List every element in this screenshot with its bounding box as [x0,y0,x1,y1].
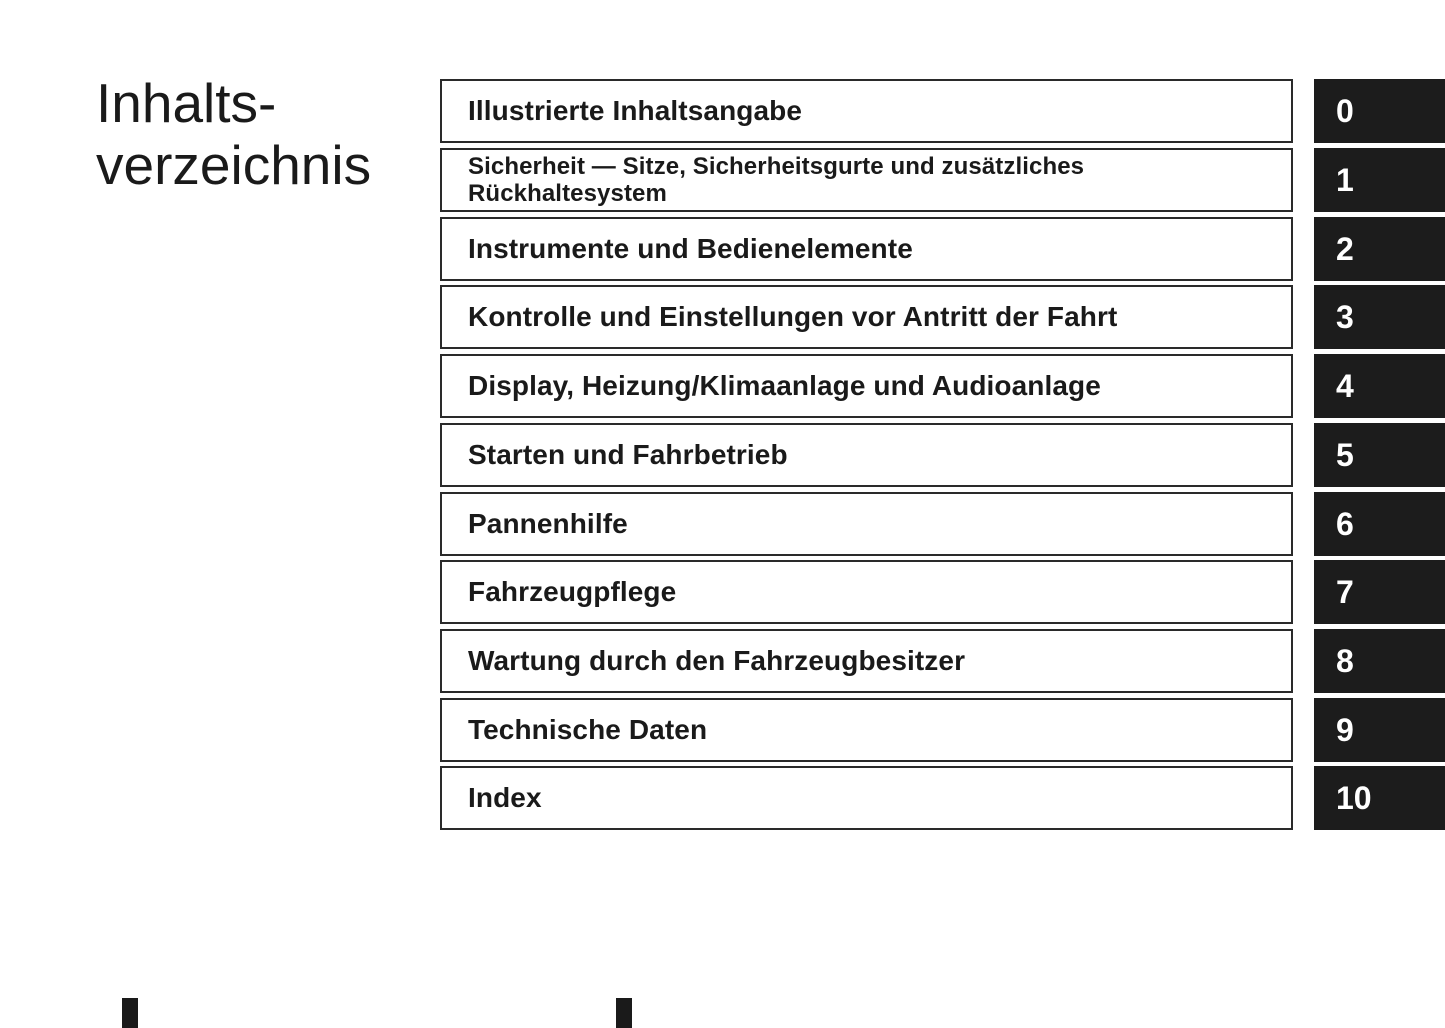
toc-entry-box [440,285,1293,349]
crop-mark-center [616,998,632,1028]
chapter-tab[interactable] [1314,423,1445,487]
toc-entry-label: Technische Daten [468,714,708,745]
toc-entry-chapter-7[interactable] [440,560,1445,624]
toc-entry-box [440,766,1293,830]
toc-entry-box [440,217,1293,281]
toc-entry-chapter-3[interactable] [440,285,1445,349]
toc-entry-chapter-2[interactable] [440,217,1445,281]
toc-entry-box [440,560,1293,624]
chapter-tab[interactable] [1314,629,1445,693]
page-title-line-1: Inhalts- [96,72,277,134]
chapter-number: 0 [1336,92,1354,129]
toc-entry-box [440,79,1293,143]
chapter-tab[interactable] [1314,79,1445,143]
chapter-number: 10 [1336,779,1372,816]
toc-entry-box [440,492,1293,556]
toc-entry-label: Fahrzeugpflege [468,576,677,607]
toc-entry-box [440,354,1293,418]
toc-entry-label: Kontrolle und Einstellungen vor Antritt der Fahrt [468,301,1118,332]
toc-entry-box [440,698,1293,762]
page-title-line-2: verzeichnis [96,134,372,196]
chapter-number: 8 [1336,642,1354,679]
toc-entry-chapter-9[interactable] [440,698,1445,762]
chapter-tab[interactable] [1314,560,1445,624]
chapter-number: 1 [1336,161,1354,198]
chapter-tab[interactable] [1314,217,1445,281]
toc-entry-label: Starten und Fahrbetrieb [468,439,788,470]
chapter-tab[interactable] [1314,285,1445,349]
chapter-tab[interactable] [1314,766,1445,830]
toc-entry-label: Instrumente und Bedienelemente [468,233,913,264]
chapter-tab[interactable] [1314,492,1445,556]
toc-entry-label: Wartung durch den Fahrzeugbesitzer [468,645,966,676]
toc-entry-box [440,423,1293,487]
chapter-number: 2 [1336,230,1354,267]
toc-entry-chapter-4[interactable] [440,354,1445,418]
chapter-number: 9 [1336,711,1354,748]
chapter-number: 7 [1336,573,1354,610]
toc-entry-chapter-5[interactable] [440,423,1445,487]
toc-entry-chapter-1[interactable] [440,148,1445,212]
toc-entry-chapter-10[interactable] [440,766,1445,830]
toc-entry-label: Pannenhilfe [468,508,628,539]
chapter-tab[interactable] [1314,148,1445,212]
chapter-tab[interactable] [1314,698,1445,762]
chapter-number: 5 [1336,436,1354,473]
toc-entry-chapter-0[interactable] [440,79,1445,143]
page-title [96,72,371,196]
toc-entry-chapter-8[interactable] [440,629,1445,693]
chapter-number: 4 [1336,367,1354,404]
toc-entry-box [440,148,1293,212]
toc-entry-box [440,629,1293,693]
chapter-number: 6 [1336,505,1354,542]
toc-entry-label: Sicherheit — Sitze, Sicherheitsgurte und zusätzliches Rückhaltesystem [468,153,1085,207]
toc-entry-chapter-6[interactable] [440,492,1445,556]
chapter-tab[interactable] [1314,354,1445,418]
toc-entry-label: Display, Heizung/Klimaanlage und Audioanlage [468,370,1101,401]
chapter-number: 3 [1336,298,1354,335]
crop-mark-left [122,998,138,1028]
toc-entry-label: Index [468,782,542,813]
toc-entry-label: Illustrierte Inhaltsangabe [468,95,803,126]
